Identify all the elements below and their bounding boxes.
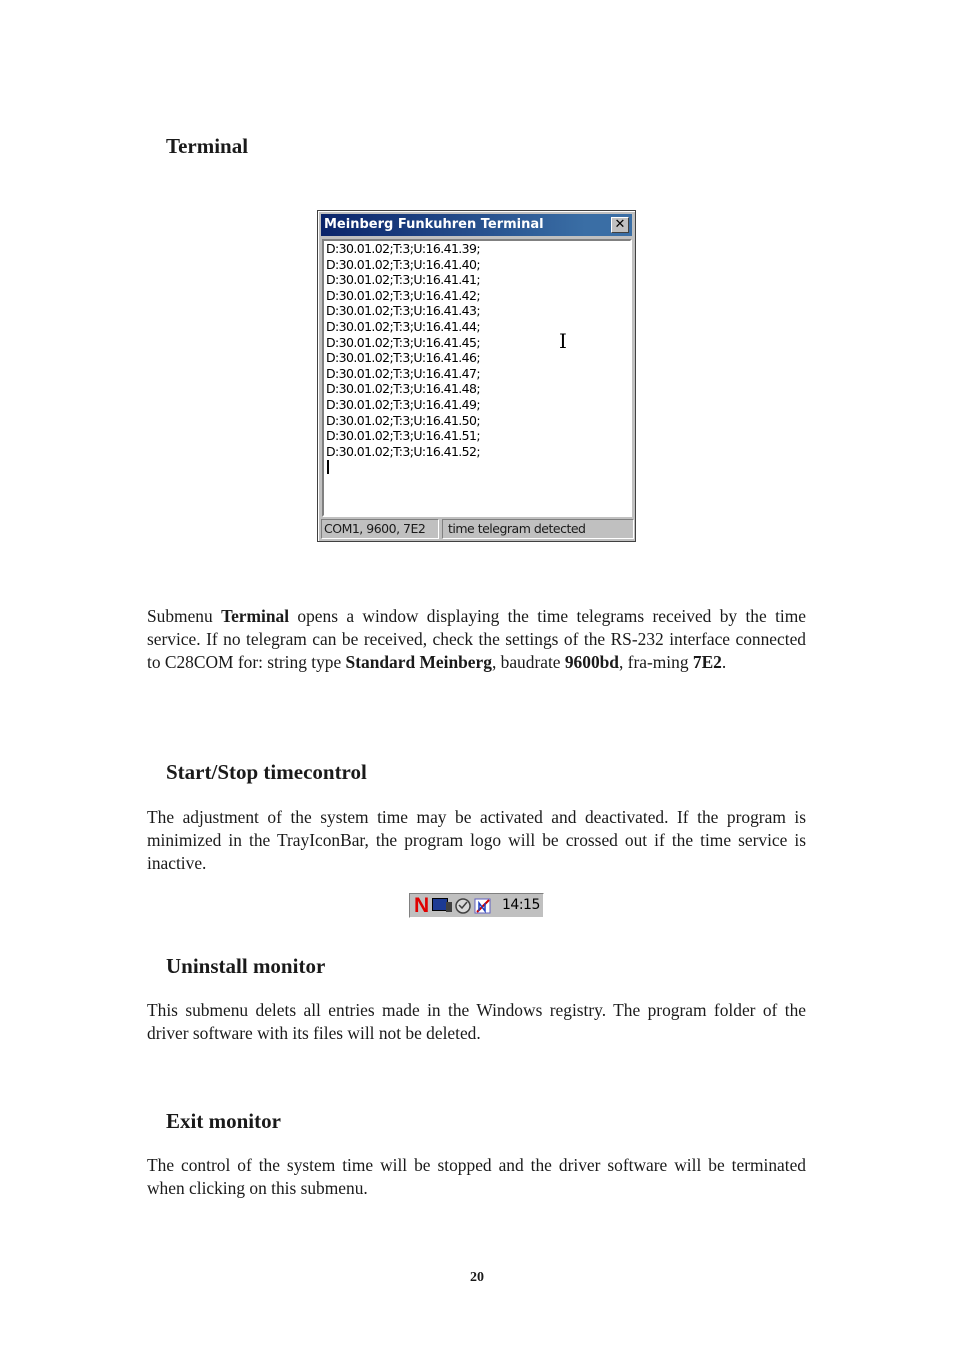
page-number: 20 xyxy=(470,1270,484,1285)
term-baudrate: 9600bd xyxy=(564,652,619,672)
term-framing: 7E2 xyxy=(692,652,722,672)
telegram-line: D:30.01.02;T:3;U:16.41.47; xyxy=(326,365,480,381)
term-terminal: Terminal xyxy=(221,606,290,626)
terminal-titlebar[interactable] xyxy=(321,214,632,236)
terminal-window xyxy=(317,210,636,542)
status-message: time telegram detected xyxy=(442,519,634,539)
tray-icon-bar xyxy=(409,893,544,918)
tray-clock: 14:15 xyxy=(502,897,540,913)
text-caret xyxy=(327,460,329,474)
exit-description: The control of the system time will be stopped and the driver software will be terminated when clicking on this submenu. xyxy=(147,1155,806,1198)
uninstall-description: This submenu delets all entries made in the Windows registry. The program folder of the driver software with its files will not be deleted. xyxy=(147,1000,806,1043)
terminal-title: Meinberg Funkuhren Terminal xyxy=(324,217,544,232)
telegram-line: D:30.01.02;T:3;U:16.41.49; xyxy=(326,396,480,412)
shield-clock-icon[interactable] xyxy=(454,897,472,915)
telegram-line: D:30.01.02;T:3;U:16.41.41; xyxy=(326,272,480,288)
close-icon: ✕ xyxy=(614,217,626,232)
telegram-line: D:30.01.02;T:3;U:16.41.51; xyxy=(326,428,480,444)
status-bar xyxy=(321,519,632,539)
telegram-line: D:30.01.02;T:3;U:16.41.45; xyxy=(326,334,480,350)
section-heading-terminal: Terminal xyxy=(166,134,249,158)
terminal-output[interactable] xyxy=(322,239,632,517)
telegram-line: D:30.01.02;T:3;U:16.41.39; xyxy=(326,241,480,256)
meinberg-logo-icon[interactable]: N xyxy=(414,894,430,917)
telegram-line: D:30.01.02;T:3;U:16.41.50; xyxy=(326,412,480,428)
close-button[interactable] xyxy=(611,217,629,233)
status-port: COM1, 9600, 7E2 xyxy=(321,519,439,539)
telegram-line: D:30.01.02;T:3;U:16.41.48; xyxy=(326,381,480,397)
section-heading-uninstall: Uninstall monitor xyxy=(166,954,326,978)
telegram-line: D:30.01.02;T:3;U:16.41.46; xyxy=(326,350,480,366)
terminal-description: Submenu Terminal opens a window displaying the time telegrams received by the time service. If no telegram can be received, check the settings of the RS-232 interface connected to C28COM for: string type Standard Meinberg, baudrate 9600bd, fra-ming 7E2. xyxy=(147,606,806,672)
ibeam-cursor-icon: I xyxy=(559,329,567,353)
crossed-out-logo-icon[interactable] xyxy=(474,897,492,915)
section-heading-exit: Exit monitor xyxy=(166,1109,281,1133)
telegram-line: D:30.01.02;T:3;U:16.41.40; xyxy=(326,256,480,272)
term-string-type: Standard Meinberg xyxy=(345,652,492,672)
telegram-line: D:30.01.02;T:3;U:16.41.43; xyxy=(326,303,480,319)
startstop-description: The adjustment of the system time may be activated and deactivated. If the program is minimized in the TrayIconBar, the program logo will be crossed out if the time service is inactive. xyxy=(147,807,806,873)
section-heading-startstop: Start/Stop timecontrol xyxy=(166,760,367,784)
telegram-line: D:30.01.02;T:3;U:16.41.42; xyxy=(326,287,480,303)
computer-tower-icon xyxy=(446,902,452,912)
telegram-line: D:30.01.02;T:3;U:16.41.52; xyxy=(326,443,480,459)
telegram-line: D:30.01.02;T:3;U:16.41.44; xyxy=(326,318,480,334)
